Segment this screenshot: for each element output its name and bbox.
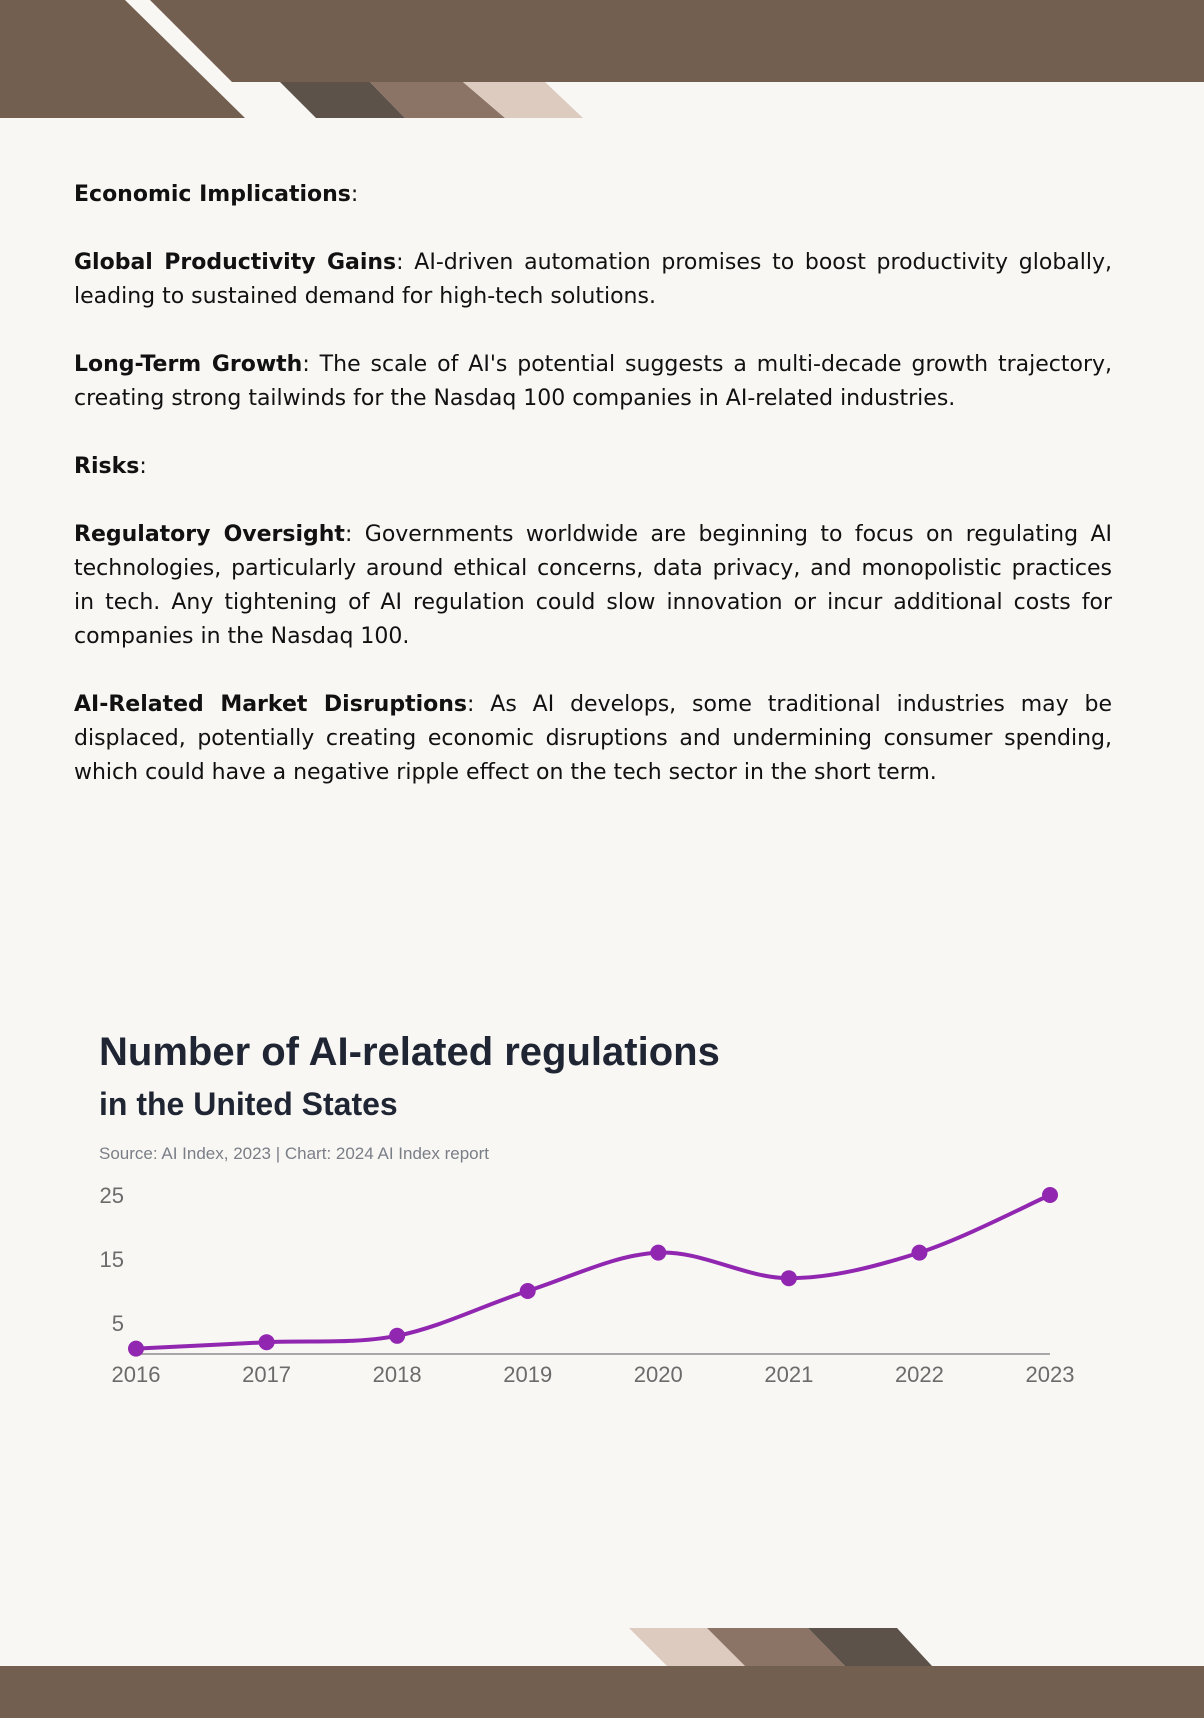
x-tick-label: 2017 xyxy=(242,1362,292,1387)
data-point xyxy=(128,1341,144,1357)
section-heading: Long-Term Growth xyxy=(74,352,303,377)
section-heading: Economic Implications xyxy=(74,182,351,207)
section-market-disruptions xyxy=(74,688,1112,790)
data-points xyxy=(128,1187,1058,1357)
chart-title: Number of AI-related regulations xyxy=(99,1030,720,1074)
section-heading: Risks xyxy=(74,454,140,479)
section-text: : The scale of AI's potential suggests a multi-decade growth trajectory, creating strong tailwinds for the Nasdaq 100 companies in AI-related industries. xyxy=(74,352,1112,411)
section-economic-implications xyxy=(74,178,1112,212)
x-tick-label: 2022 xyxy=(894,1362,944,1387)
y-tick-label: 5 xyxy=(111,1311,124,1336)
section-global-productivity xyxy=(74,246,1112,314)
section-long-term-growth xyxy=(74,348,1112,416)
chart-subtitle: in the United States xyxy=(99,1086,398,1122)
data-point xyxy=(1042,1187,1058,1203)
data-point xyxy=(259,1334,275,1350)
x-tick-label: 2021 xyxy=(764,1362,814,1387)
document-body xyxy=(74,178,1112,824)
data-point xyxy=(389,1328,405,1344)
header-decoration xyxy=(0,0,1204,120)
data-point xyxy=(650,1245,666,1261)
header-band xyxy=(150,0,1204,82)
section-heading: Global Productivity Gains xyxy=(74,250,397,275)
section-text: : Governments worldwide are beginning to focus on regulating AI technologies, particularly around ethical concerns, data privacy, and monopolistic practices in tech. Any tightening of AI regulation could slow innovation or incur additional costs for companies in the Nasdaq 100. xyxy=(74,522,1113,649)
series-line xyxy=(136,1195,1050,1349)
regulations-line-chart xyxy=(60,1020,1100,1400)
footer-decoration xyxy=(0,1618,1204,1718)
section-heading: AI-Related Market Disruptions xyxy=(74,692,468,717)
x-tick-label: 2019 xyxy=(503,1362,553,1387)
y-tick-label: 25 xyxy=(99,1183,124,1208)
footer-band xyxy=(0,1666,1204,1718)
section-text: : xyxy=(350,182,359,207)
y-tick-label: 15 xyxy=(99,1247,124,1272)
section-text: : xyxy=(139,454,147,479)
section-text: : AI-driven automation promises to boost productivity globally, leading to sustained demand for high-tech solutions. xyxy=(74,250,1112,309)
chart-source: Source: AI Index, 2023 | Chart: 2024 AI Index report xyxy=(99,1144,489,1163)
x-tick-label: 2016 xyxy=(111,1362,161,1387)
section-regulatory-oversight xyxy=(74,518,1112,654)
data-point xyxy=(781,1270,797,1286)
x-tick-label: 2018 xyxy=(372,1362,422,1387)
x-axis xyxy=(112,1362,1075,1387)
data-point xyxy=(520,1283,536,1299)
x-tick-label: 2020 xyxy=(633,1362,683,1387)
data-point xyxy=(911,1245,927,1261)
x-tick-label: 2023 xyxy=(1025,1362,1075,1387)
section-heading: Regulatory Oversight xyxy=(74,522,345,547)
section-risks xyxy=(74,450,1112,484)
y-axis xyxy=(100,1183,124,1336)
section-text: : As AI develops, some traditional industries may be displaced, potentially creating economic disruptions and undermining consumer spending, which could have a negative ripple effect on the tech sector in the short term. xyxy=(74,692,1112,785)
